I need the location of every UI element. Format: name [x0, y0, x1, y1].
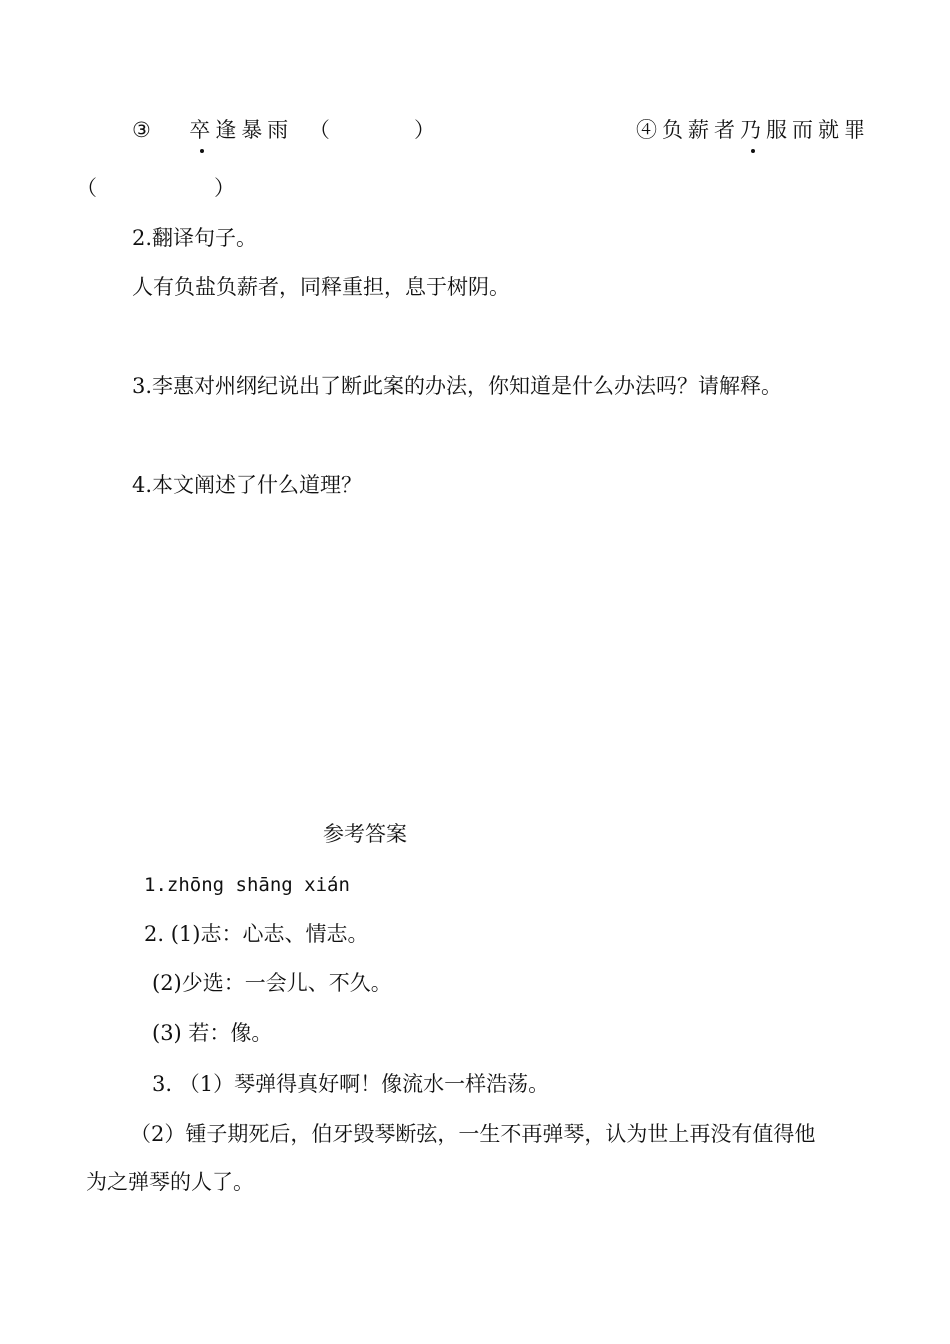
q1-item-4 [636, 116, 870, 144]
answer-2-2: (2)少选：一会儿、不久。 [152, 971, 392, 995]
q1-item-3 [132, 116, 335, 144]
answer-3-1: 3. （1）琴弹得真好啊！像流水一样浩荡。 [152, 1072, 550, 1096]
question-2-sentence: 人有负盐负薪者，同释重担，息于树阴。 [132, 275, 510, 299]
item-text-post: 逢暴雨 [215, 118, 294, 142]
question-2-heading: 2.翻译句子。 [132, 226, 258, 250]
answer-1: 1.zhōng shāng xián [144, 874, 350, 896]
answer-3-2-line-2: 为之弹琴的人了。 [86, 1170, 254, 1194]
answer-3-2-line-1: （2）锺子期死后，伯牙毁琴断弦，一生不再弹琴，认为世上再没有值得他 [130, 1122, 816, 1146]
item-number: ④ [636, 118, 662, 142]
answer-open-paren: （ [76, 176, 97, 200]
emphasized-character: 乃 [740, 118, 766, 142]
emphasized-character: 卒 [189, 118, 216, 142]
answer-2-1: 2. (1)志：心志、情志。 [144, 922, 369, 946]
answer-close-paren: ） [414, 118, 435, 142]
item-number: ③ [132, 118, 156, 142]
answer-open-paren: （ [308, 118, 335, 142]
answers-title: 参考答案 [323, 822, 407, 846]
item-text-pre: 负薪者 [662, 118, 740, 142]
question-3-heading: 3.李惠对州纲纪说出了断此案的办法，你知道是什么办法吗？请解释。 [132, 374, 783, 398]
item-text-post: 服而就罪 [766, 118, 870, 142]
answer-close-paren: ） [214, 176, 235, 200]
question-4-heading: 4.本文阐述了什么道理？ [132, 473, 363, 497]
answer-2-3: (3) 若：像。 [152, 1021, 273, 1045]
